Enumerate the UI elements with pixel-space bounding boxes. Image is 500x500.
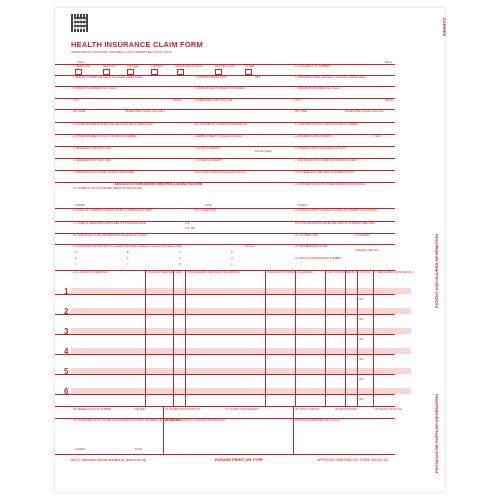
field-other-accident: c. OTHER ACCIDENT?: [195, 159, 223, 162]
service-line-1[interactable]: [55, 294, 395, 295]
carrier-label: CARRIER: [442, 18, 447, 37]
line-number-6: 6: [64, 387, 69, 396]
footer-approval: APPROVED OMB-0938-1197 FORM 1500 (02-12): [317, 458, 389, 462]
col-divider-2: [173, 270, 174, 406]
field-employment: a. EMPLOYMENT? (Current or Previous): [195, 135, 243, 138]
npi-label-1: NPI: [359, 298, 364, 301]
diag-l: L.: [231, 263, 234, 266]
diag-e: E.: [75, 257, 78, 260]
field-plan-name-c: c. INSURANCE PLAN NAME OR PROGRAM NAME: [295, 159, 356, 162]
pica-left: PICA: [77, 60, 85, 64]
field-physician-signature: 31. SIGNATURE OF PHYSICIAN OR SUPPLIER INCLUDING DEGREES OR CREDENTIALS: [73, 419, 182, 422]
service-lines-bottom: [55, 406, 395, 407]
field-17a: 17a.: [185, 222, 191, 225]
field-federal-tax-id: 25. FEDERAL TAX I.D. NUMBER: [73, 408, 112, 411]
col-divider-8: [357, 270, 358, 406]
col-procedures: D. PROCEDURES, SERVICES, OR SUPPLIES: [185, 271, 240, 274]
npi-label-6: NPI: [359, 398, 364, 401]
footer-print-notice: PLEASE PRINT OR TYPE: [215, 457, 263, 462]
npi-label-3: NPI: [359, 338, 364, 341]
diag-a: A.: [75, 251, 78, 254]
field-auto-accident: b. AUTO ACCIDENT?: [195, 147, 221, 150]
col-divider-7: [345, 270, 346, 406]
col-divider-4: [265, 270, 266, 406]
line-number-2: 2: [64, 307, 69, 316]
col-emg: C. EMG: [173, 271, 183, 274]
field-state: STATE: [173, 99, 181, 102]
field-reserved-b: b. RESERVED FOR NUCC USE: [73, 147, 111, 150]
service-line-2[interactable]: [55, 314, 395, 315]
field-17b-npi: 17b. NPI: [185, 227, 196, 230]
field-patient-name: 2. PATIENT'S NAME (Last Name, First Name, Middle Initial): [73, 76, 142, 79]
field-other: OTHER: [245, 65, 255, 68]
service-line-6[interactable]: [55, 394, 395, 395]
bottom-date: DATE: [135, 448, 142, 451]
signed-insured: SIGNED: [297, 204, 307, 207]
field-referring-provider: 17. NAME OF REFERRING PROVIDER OR OTHER SOURCE: [73, 222, 146, 225]
field-rsvd-nucc: 30. Rsvd for NUCC Use: [375, 408, 403, 411]
col-place-of-service: B. PLACE OF SERVICE: [145, 271, 174, 274]
service-line-3[interactable]: [55, 334, 395, 335]
field-city: CITY: [73, 99, 79, 102]
diag-f: F.: [127, 257, 130, 260]
field-patient-account: 26. PATIENT'S ACCOUNT NO.: [165, 408, 201, 411]
col-divider-1: [145, 270, 146, 406]
form-title: HEALTH INSURANCE CLAIM FORM: [71, 40, 203, 49]
line-number-5: 5: [64, 367, 69, 376]
field-resubmission: 22. RESUBMISSION CODE: [295, 245, 328, 248]
col-divider-9: [373, 270, 374, 406]
line-number-1: 1: [64, 287, 69, 296]
field-sex: SEX: [255, 76, 261, 79]
col-divider-6: [325, 270, 326, 406]
diag-b: B.: [127, 251, 130, 254]
field-birth-date: 3. PATIENT'S BIRTH DATE: [195, 76, 227, 79]
date-patient: DATE: [205, 204, 212, 207]
field-total-charge: 28. TOTAL CHARGE: [295, 408, 320, 411]
field-medicare: 1. MEDICARE: [73, 65, 90, 68]
bottom-divider-1: [163, 406, 164, 454]
form-bottom-border: [55, 454, 395, 455]
field-other-insured-name: 9. OTHER INSURED'S NAME (Last Name, First Name, Middle Initial): [73, 123, 153, 126]
field-telephone: TELEPHONE (Include Area Code): [125, 110, 165, 113]
checkbox-medicaid[interactable]: [103, 69, 110, 75]
field-medicaid: MEDICAID: [103, 65, 116, 68]
signed-patient: SIGNED: [75, 204, 85, 207]
col-divider-3: [185, 270, 186, 406]
patient-info-side-label: [434, 233, 442, 318]
checkbox-tricare[interactable]: [127, 69, 134, 75]
checkbox-champva[interactable]: [151, 69, 158, 75]
col-rendering-provider: J. RENDERING PROVIDER ID. #: [375, 271, 414, 274]
service-line-4[interactable]: [55, 354, 395, 355]
field-insured-signature: 13. INSURED'S OR AUTHORIZED PERSON'S SIGNATURE: [295, 183, 365, 186]
npi-label-2: NPI: [359, 318, 364, 321]
line-number-3: 3: [64, 327, 69, 336]
physician-label: PHYSICIAN OR SUPPLIER INFORMATION: [434, 393, 439, 473]
field-insured-name: 4. INSURED'S NAME (Last Name, First Name, Middle Initial): [295, 76, 365, 79]
field-original-ref: ORIGINAL REF. NO.: [355, 249, 379, 252]
field-additional-claim: 19. ADDITIONAL CLAIM INFORMATION (Designated by NUCC): [73, 234, 148, 237]
diag-c: C.: [179, 251, 182, 254]
field-insured-telephone: TELEPHONE (Include Area Code): [345, 110, 385, 113]
field-group-health: GROUP HEALTH PLAN: [175, 65, 203, 68]
field-reserved-8: 8. RESERVED FOR NUCC USE: [195, 99, 233, 102]
checkbox-feca[interactable]: [215, 69, 222, 75]
field-icd-ind: ICD Ind.: [245, 245, 255, 248]
field-insured-address: 7. INSURED'S ADDRESS (No., Street): [295, 87, 340, 90]
col-charges: F. $ CHARGES: [295, 271, 313, 274]
field-tricare: TRICARE: [127, 65, 139, 68]
field-insured-dob: a. INSURED'S DATE OF BIRTH: [295, 135, 333, 138]
field-unable-to-work: 16. DATES PATIENT UNABLE TO WORK IN CURRENT OCCUPATION: [295, 209, 378, 212]
checkbox-other[interactable]: [245, 69, 252, 75]
field-billing-provider: 33. BILLING PROVIDER INFO & PH #: [295, 419, 340, 422]
field-policy-group: 11. INSURED'S POLICY GROUP OR FECA NUMBER: [295, 123, 358, 126]
claim-form-page: [55, 8, 445, 492]
carrier-side-label: [439, 18, 447, 228]
read-back-notice: READ BACK OF FORM BEFORE COMPLETING & SIGNING THIS FORM.: [115, 183, 203, 186]
diag-j: J.: [127, 263, 130, 266]
field-patient-signature: 12. PATIENT'S OR AUTHORIZED PERSON'S SIGNATURE: [73, 187, 142, 190]
field-accept-assignment: 27. ACCEPT ASSIGNMENT?: [225, 408, 259, 411]
field-condition-related: 10. IS PATIENT'S CONDITION RELATED TO:: [195, 123, 249, 126]
form-row-5: [55, 109, 395, 110]
service-line-5[interactable]: [55, 374, 395, 375]
col-date-of-service: 24. A. DATE(S) OF SERVICE: [73, 271, 107, 274]
col-epsdt: H. EPSDT: [345, 271, 357, 274]
field-another-plan: d. IS THERE ANOTHER HEALTH BENEFIT PLAN?: [295, 171, 355, 174]
field-insured-zip: ZIP CODE: [295, 110, 308, 113]
field-reserved-c: c. RESERVED FOR NUCC USE: [73, 159, 111, 162]
field-place-state: PLACE (State): [255, 150, 273, 153]
field-hospitalization: 18. HOSPITALIZATION DATES RELATED TO CURRENT SERVICES: [295, 222, 376, 225]
field-insured-city: CITY: [295, 99, 301, 102]
field-plan-name-d: d. INSURANCE PLAN NAME OR PROGRAM NAME: [73, 171, 134, 174]
field-champva: CHAMPVA: [151, 65, 164, 68]
npi-label-5: NPI: [359, 378, 364, 381]
checkbox-group[interactable]: [177, 69, 184, 75]
field-insured-state: STATE: [385, 99, 393, 102]
field-amount-paid: 29. AMOUNT PAID: [335, 408, 357, 411]
field-service-facility: 32. SERVICE FACILITY LOCATION INFORMATION: [165, 419, 226, 422]
checkbox-medicare[interactable]: [75, 69, 82, 75]
bottom-divider-2: [293, 406, 294, 454]
footer-instruction-link[interactable]: NUCC Instruction Manual available at: www.nucc.org: [71, 458, 146, 462]
col-diagnosis-pointer: E. DIAGNOSIS POINTER: [265, 271, 295, 274]
form-subtitle: APPROVED BY NATIONAL UNIFORM CLAIM COMMITTEE (NUCC) 02/12: [71, 50, 172, 54]
field-ssn-ein: SSN EIN: [135, 408, 146, 411]
field-patient-address: 5. PATIENT'S ADDRESS (No., Street): [73, 87, 117, 90]
pica-right: PICA: [385, 60, 393, 64]
field-other-date: 15. OTHER DATE: [195, 209, 216, 212]
bottom-signed: SIGNED: [75, 448, 85, 451]
npi-label-4: NPI: [359, 358, 364, 361]
field-other-policy: a. OTHER INSURED'S POLICY OR GROUP NUMBER: [73, 135, 137, 138]
field-outside-lab: 20. OUTSIDE LAB?: [295, 234, 318, 237]
field-insured-sex: SEX: [375, 135, 381, 138]
field-prior-auth: 23. PRIOR AUTHORIZATION NUMBER: [295, 257, 342, 260]
line-number-4: 4: [64, 347, 69, 356]
patient-label: PATIENT AND INSURED INFORMATION: [434, 233, 439, 308]
diag-h: H.: [231, 257, 234, 260]
qr-code: [71, 14, 89, 32]
field-lab-charges: $ CHARGES: [355, 234, 370, 237]
diag-d: D.: [231, 251, 234, 254]
field-feca: FECA BLK LUNG: [215, 65, 236, 68]
field-relationship: 6. PATIENT RELATIONSHIP TO INSURED: [195, 87, 245, 90]
field-claim-codes: 10d. CLAIM CODES (Designated by NUCC): [195, 171, 246, 174]
col-divider-5: [295, 270, 296, 406]
diag-i: I.: [75, 263, 77, 266]
field-insured-id: 1a. INSURED'S I.D. NUMBER: [295, 65, 330, 68]
field-diagnosis: 21. DIAGNOSIS OR NATURE OF ILLNESS OR INJURY Relate A-L to service line below (24E): [73, 245, 182, 248]
diag-k: K.: [179, 263, 182, 266]
col-days-units: G. DAYS OR UNITS: [325, 271, 349, 274]
physician-info-side-label: [434, 393, 442, 483]
field-current-illness: 14. DATE OF CURRENT ILLNESS, INJURY, or PREGNANCY (LMP): [73, 209, 153, 212]
col-id-qual: I. ID. QUAL.: [357, 271, 371, 274]
field-zip: ZIP CODE: [73, 110, 86, 113]
diag-g: G.: [179, 257, 182, 260]
field-other-claim-id: b. OTHER CLAIM ID (Designated by NUCC): [295, 147, 347, 150]
